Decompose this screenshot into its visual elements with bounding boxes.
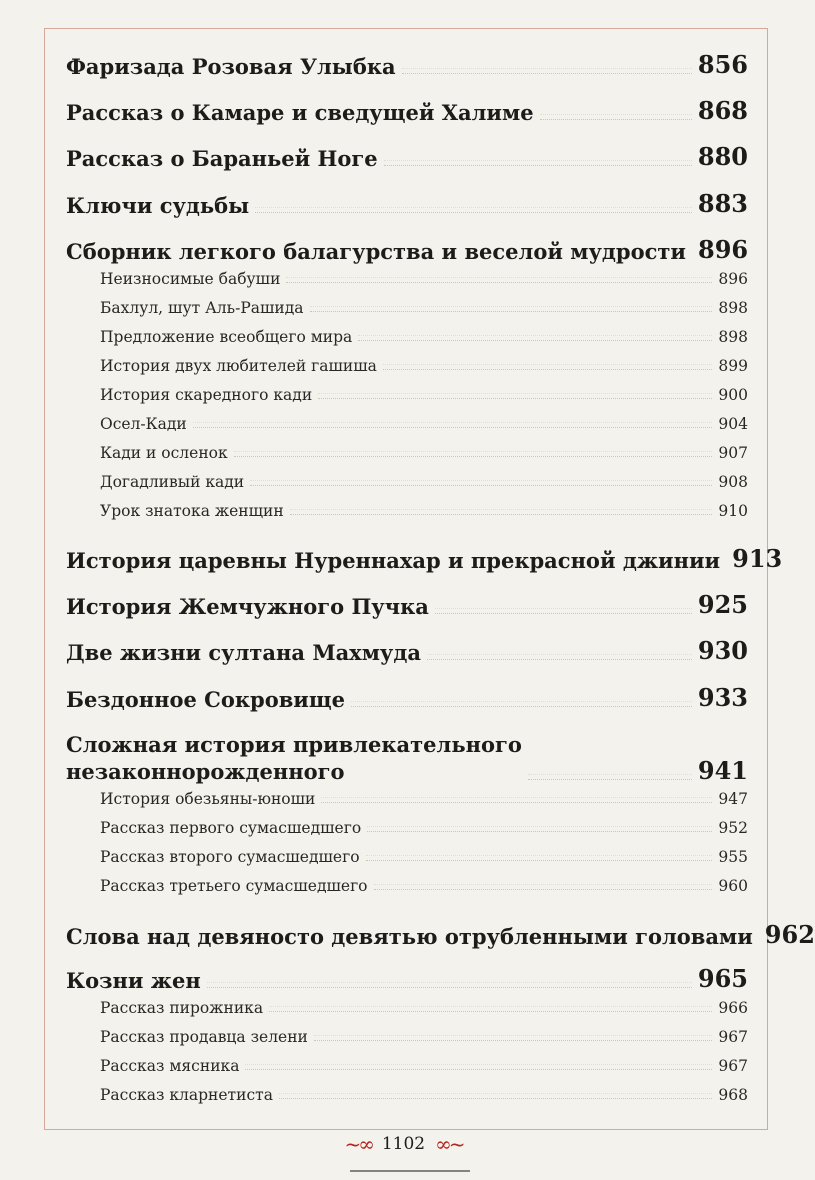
toc-subentry-title: Бахлул, шут Аль-Рашида: [100, 299, 304, 317]
toc-subentry: [100, 386, 748, 404]
toc-entry-page: 896: [698, 235, 749, 264]
toc-subentry: [100, 502, 748, 520]
toc-subentry: [100, 473, 748, 491]
toc-subentry: [100, 790, 748, 808]
ornament-right-icon: ∞~: [435, 1132, 463, 1156]
toc-subentry: [100, 877, 748, 895]
toc-subentry-page: 898: [718, 299, 748, 317]
toc-entry-title: Две жизни султана Махмуда: [66, 640, 421, 665]
toc-subentry-title: Неизносимые бабуши: [100, 270, 281, 288]
toc-subentry-page: 955: [718, 848, 748, 866]
toc-entry-page: 856: [697, 50, 748, 79]
toc-subentry-title: Кади и осленок: [100, 444, 228, 462]
dot-leader: [279, 1093, 712, 1099]
dot-leader: [528, 774, 692, 780]
toc-entry-title: Слова над девяносто девятью отрубленными головами: [66, 924, 753, 949]
toc-subentry: [100, 299, 748, 317]
dot-leader: [435, 608, 692, 614]
toc-subentry-page: 899: [718, 357, 748, 375]
dot-leader: [540, 114, 692, 120]
toc-entry-page: 965: [697, 964, 748, 993]
dot-leader: [427, 654, 692, 660]
toc-entry: [66, 189, 748, 218]
toc-entry-page: 930: [697, 636, 748, 665]
toc-entry-title: Ключи судьбы: [66, 193, 250, 218]
dot-leader: [310, 306, 713, 312]
page-footer: [0, 1134, 807, 1154]
toc-entry: [66, 683, 748, 712]
toc-subentry-title: Рассказ кларнетиста: [100, 1086, 273, 1104]
dot-leader: [367, 826, 712, 832]
toc-subentry-title: История обезьяны-юноши: [100, 790, 316, 808]
dot-leader: [193, 422, 713, 428]
toc-subentry-title: Рассказ мясника: [100, 1057, 240, 1075]
toc-subentry-title: Осел-Кади: [100, 415, 187, 433]
dot-leader: [374, 884, 713, 890]
toc-subentry: [100, 444, 748, 462]
toc-entry-title: Бездонное Сокровище: [66, 687, 345, 712]
dot-leader: [402, 68, 692, 74]
toc-entry-title-line2: незаконнорожденного: [66, 759, 345, 784]
toc-entry-page: 868: [697, 96, 748, 125]
toc-entry-page: 880: [697, 142, 748, 171]
toc-subentry-page: 910: [718, 502, 748, 520]
toc-subentry-page: 904: [718, 415, 748, 433]
toc-subentry: [100, 1028, 748, 1046]
toc-subentry-title: Рассказ третьего сумасшедшего: [100, 877, 368, 895]
toc-subentry-page: 967: [718, 1028, 748, 1046]
dot-leader: [269, 1006, 712, 1012]
toc-subentry-page: 966: [718, 999, 748, 1017]
toc-subentry-title: Предложение всеобщего мира: [100, 328, 353, 346]
toc-subentry: [100, 819, 748, 837]
toc-entry: [66, 50, 748, 79]
toc-entry-title-line1: Сложная история привлекательного: [66, 732, 522, 757]
toc-subentry: [100, 357, 748, 375]
toc-entry-title: История царевны Нуреннахар и прекрасной джинии: [66, 548, 721, 573]
toc-entry-page: 913: [732, 544, 783, 573]
toc-entry-title: Сборник легкого балагурства и веселой мудрости: [66, 239, 686, 264]
toc-subentry-title: Урок знатока женщин: [100, 502, 284, 520]
toc-entry: [66, 590, 748, 619]
toc-subentry: [100, 270, 748, 288]
toc-subentry-title: История двух любителей гашиша: [100, 357, 377, 375]
toc-entry-title: Козни жен: [66, 968, 201, 993]
toc-entry: [66, 96, 748, 125]
toc-subentry-page: 898: [718, 328, 748, 346]
toc-entry: [66, 142, 748, 171]
toc-subentry: [100, 1086, 748, 1104]
dot-leader: [286, 277, 712, 283]
toc-entry-page: 925: [697, 590, 748, 619]
toc-entry: [66, 636, 748, 665]
toc-subentry-page: 896: [718, 270, 748, 288]
toc-subentry-page: 907: [718, 444, 748, 462]
dot-leader: [383, 364, 713, 370]
toc-subentry-title: Рассказ продавца зелени: [100, 1028, 308, 1046]
dot-leader: [366, 855, 713, 861]
toc-entry: [66, 544, 783, 573]
toc-entry-title: Фаризада Розовая Улыбка: [66, 54, 396, 79]
toc-subentry-page: 900: [718, 386, 748, 404]
dot-leader: [255, 207, 692, 213]
toc-subentry-page: 952: [718, 819, 748, 837]
next-page-edge: [350, 1170, 470, 1180]
toc-entry: [66, 731, 748, 785]
toc-subentry-page: 967: [718, 1057, 748, 1075]
ornament-left-icon: ~∞: [344, 1132, 372, 1156]
toc-entry-page: 883: [697, 189, 748, 218]
toc-entry: [66, 235, 748, 264]
dot-leader: [207, 982, 692, 988]
toc-subentry-title: Рассказ первого сумасшедшего: [100, 819, 362, 837]
toc-entry-title: [66, 731, 522, 785]
toc-subentry-page: 908: [718, 473, 748, 491]
toc-entry-title: Рассказ о Камаре и сведущей Халиме: [66, 100, 534, 125]
toc-entry: [66, 920, 815, 949]
dot-leader: [290, 509, 713, 515]
toc-entry-title: История Жемчужного Пучка: [66, 594, 429, 619]
toc-entry: [66, 964, 748, 993]
toc-entry-page: 941: [697, 756, 748, 785]
dot-leader: [321, 797, 712, 803]
toc-entry-page: 962: [764, 920, 815, 949]
toc-subentry-page: 968: [718, 1086, 748, 1104]
toc-subentry-page: 947: [718, 790, 748, 808]
dot-leader: [234, 451, 713, 457]
toc-subentry: [100, 1057, 748, 1075]
toc-subentry-title: Рассказ пирожника: [100, 999, 264, 1017]
dot-leader: [351, 701, 692, 707]
page-number: 1102: [381, 1134, 426, 1154]
toc-subentry-title: Рассказ второго сумасшедшего: [100, 848, 360, 866]
toc-subentry-title: Догадливый кади: [100, 473, 245, 491]
toc-subentry-page: 960: [718, 877, 748, 895]
dot-leader: [384, 160, 692, 166]
toc-subentry: [100, 848, 748, 866]
toc-subentry-title: История скаредного кади: [100, 386, 313, 404]
dot-leader: [314, 1035, 713, 1041]
toc-entry-title: Рассказ о Бараньей Ноге: [66, 146, 378, 171]
toc-entry-page: 933: [697, 683, 748, 712]
dot-leader: [250, 480, 712, 486]
dot-leader: [318, 393, 712, 399]
toc-subentry: [100, 415, 748, 433]
toc-subentry: [100, 999, 748, 1017]
dot-leader: [245, 1064, 712, 1070]
dot-leader: [358, 335, 712, 341]
toc-subentry: [100, 328, 748, 346]
